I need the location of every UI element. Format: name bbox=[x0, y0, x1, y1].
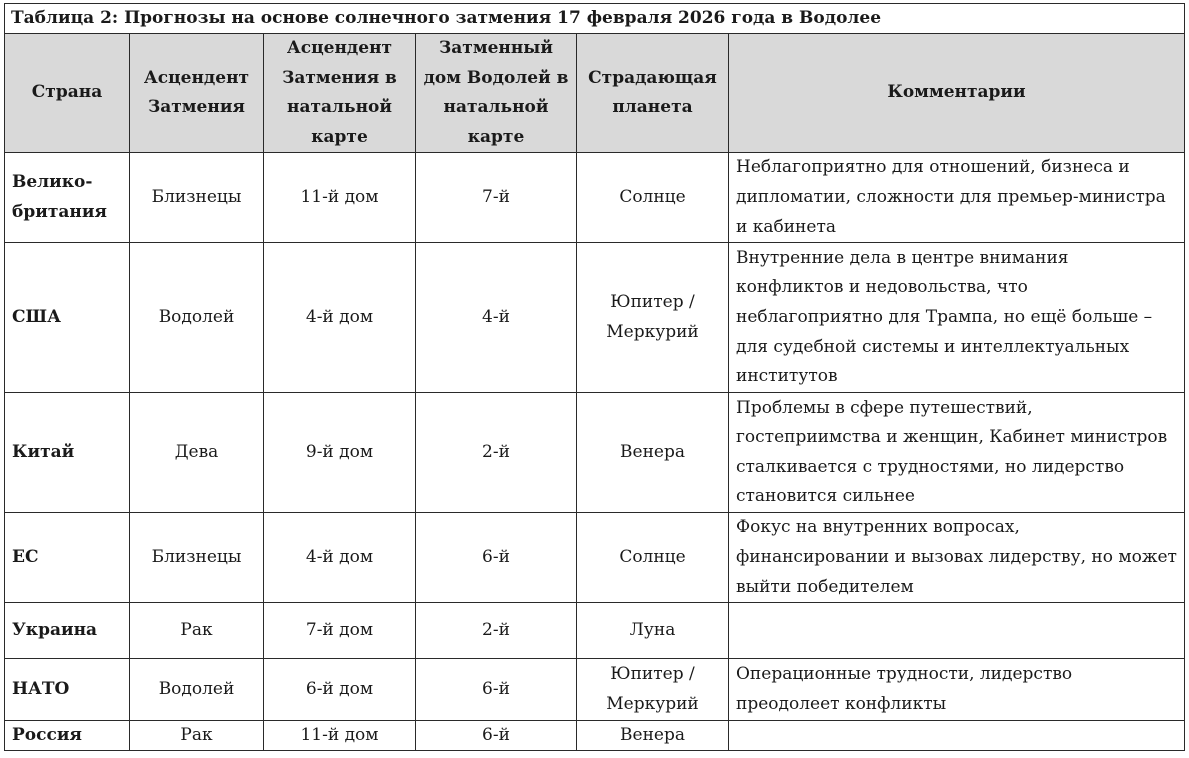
cell-aquarius-house: 6-й bbox=[416, 659, 577, 721]
cell-comment bbox=[729, 603, 1185, 659]
cell-aquarius-house: 4-й bbox=[416, 243, 577, 393]
cell-comment: Внутренние дела в центре внимания конфликтов и недовольства, что неблагоприятно для Трампа, но ещё больше – для судебной системы и интеллектуальных институтов bbox=[729, 243, 1185, 393]
header-planet: Страдающая планета bbox=[577, 34, 729, 153]
cell-planet: Луна bbox=[577, 603, 729, 659]
table-caption: Таблица 2: Прогнозы на основе солнечного затмения 17 февраля 2026 года в Водолее bbox=[5, 4, 1185, 34]
cell-country: Украина bbox=[5, 603, 130, 659]
cell-aquarius-house: 6-й bbox=[416, 721, 577, 751]
cell-planet: Солнце bbox=[577, 513, 729, 603]
cell-ascendant: Рак bbox=[130, 721, 264, 751]
cell-comment: Проблемы в сфере путешествий, гостеприимства и женщин, Кабинет министров сталкивается с трудностями, но лидерство становится сильнее bbox=[729, 393, 1185, 513]
table-row bbox=[5, 603, 1185, 659]
cell-planet: Юпитер / Меркурий bbox=[577, 659, 729, 721]
cell-aquarius-house: 6-й bbox=[416, 513, 577, 603]
cell-country: Велико- британия bbox=[5, 153, 130, 243]
table-row bbox=[5, 721, 1185, 751]
cell-planet: Юпитер / Меркурий bbox=[577, 243, 729, 393]
cell-ascendant: Близнецы bbox=[130, 513, 264, 603]
cell-country: США bbox=[5, 243, 130, 393]
cell-comment: Фокус на внутренних вопросах, финансировании и вызовах лидерству, но может выйти победителем bbox=[729, 513, 1185, 603]
cell-country: НАТО bbox=[5, 659, 130, 721]
cell-planet: Солнце bbox=[577, 153, 729, 243]
cell-country: Россия bbox=[5, 721, 130, 751]
cell-comment bbox=[729, 721, 1185, 751]
cell-ascendant-house: 11-й дом bbox=[264, 153, 416, 243]
cell-planet: Венера bbox=[577, 721, 729, 751]
cell-aquarius-house: 2-й bbox=[416, 603, 577, 659]
cell-comment: Неблагоприятно для отношений, бизнеса и дипломатии, сложности для премьер-министра и кабинета bbox=[729, 153, 1185, 243]
cell-planet: Венера bbox=[577, 393, 729, 513]
cell-ascendant-house: 11-й дом bbox=[264, 721, 416, 751]
cell-ascendant: Дева bbox=[130, 393, 264, 513]
header-aquarius-house: Затменный дом Водолей в натальной карте bbox=[416, 34, 577, 153]
table-row bbox=[5, 393, 1185, 513]
cell-comment: Операционные трудности, лидерство преодолеет конфликты bbox=[729, 659, 1185, 721]
cell-aquarius-house: 2-й bbox=[416, 393, 577, 513]
header-comments: Комментарии bbox=[729, 34, 1185, 153]
cell-aquarius-house: 7-й bbox=[416, 153, 577, 243]
table-row bbox=[5, 513, 1185, 603]
forecast-table bbox=[4, 3, 1185, 751]
table-row bbox=[5, 243, 1185, 393]
cell-ascendant-house: 7-й дом bbox=[264, 603, 416, 659]
table-row bbox=[5, 659, 1185, 721]
header-country: Страна bbox=[5, 34, 130, 153]
cell-ascendant: Водолей bbox=[130, 243, 264, 393]
table-header-row bbox=[5, 34, 1185, 153]
cell-ascendant-house: 4-й дом bbox=[264, 243, 416, 393]
cell-ascendant: Водолей bbox=[130, 659, 264, 721]
cell-ascendant-house: 9-й дом bbox=[264, 393, 416, 513]
table-row bbox=[5, 153, 1185, 243]
cell-country: ЕС bbox=[5, 513, 130, 603]
cell-ascendant: Рак bbox=[130, 603, 264, 659]
header-ascendant: Асцендент Затмения bbox=[130, 34, 264, 153]
cell-ascendant-house: 4-й дом bbox=[264, 513, 416, 603]
cell-ascendant-house: 6-й дом bbox=[264, 659, 416, 721]
document-table-wrapper bbox=[4, 3, 1184, 751]
cell-ascendant: Близнецы bbox=[130, 153, 264, 243]
cell-country: Китай bbox=[5, 393, 130, 513]
header-ascendant-house: Асцендент Затмения в натальной карте bbox=[264, 34, 416, 153]
